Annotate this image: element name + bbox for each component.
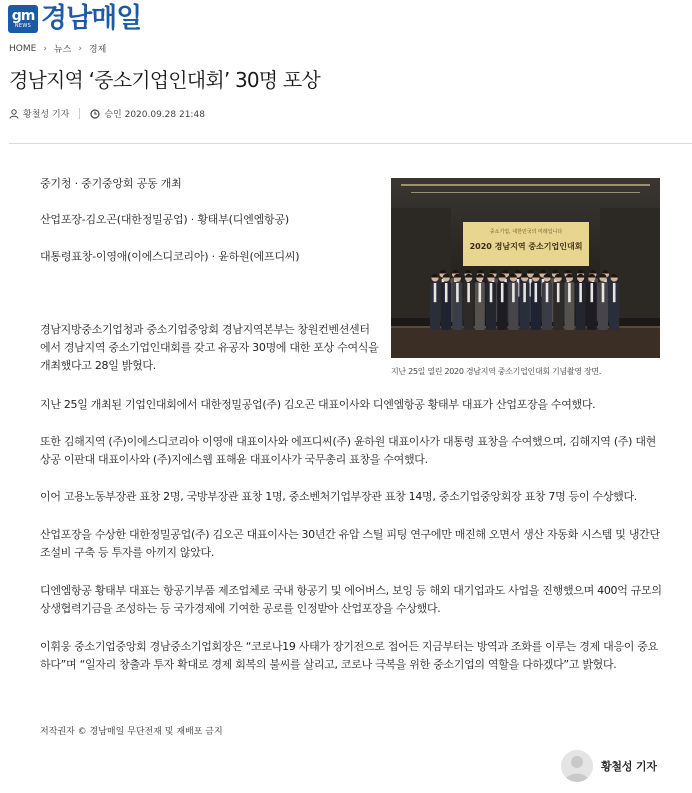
photo-person <box>579 283 582 302</box>
article-paragraph: 산업포장을 수상한 대한정밀공업(주) 김오곤 대표이사는 30년간 유압 스틸 피팅 연구에만 매진해 오면서 생산 자동화 시스템 및 냉간단조설비 구축 등 투자를 아끼지 않았다. <box>40 528 660 559</box>
photo-person <box>501 283 504 302</box>
article-paragraph: 이휘웅 중소기업중앙회 경남중소기업회장은 “코로나19 사태가 장기전으로 접어든 지금부터는 방역과 조화를 이루는 경제 대응이 중요하다”며 “일자리 창출과 투자 확대로 경제 회복의 불씨를 살리고, 코로나 극복을 위한 중소기업의 역할을 다하겠다”고 밝혔다. <box>40 640 658 671</box>
photo-person <box>535 283 538 302</box>
logo-badge <box>8 5 38 33</box>
copyright-notice: 저작권자 © 경남매일 무단전재 및 재배포 금지 <box>40 727 223 737</box>
photo-caption: 지난 25일 열린 2020 경남지역 중소기업인대회 기념촬영 장면. <box>391 367 602 376</box>
avatar <box>561 750 593 782</box>
logo-badge-news: NEWS <box>14 22 32 29</box>
meta-divider <box>79 108 80 119</box>
article-meta <box>9 107 205 120</box>
photo-person <box>546 283 549 302</box>
article-subhead: 산업포장-김오곤(대한정밀공업) · 황태부(디엔엠항공) <box>40 213 289 226</box>
banner-slogan: 중소기업, 대한민국의 미래입니다 <box>489 229 563 235</box>
photo-person <box>479 283 482 302</box>
breadcrumb-home[interactable]: HOME <box>9 43 37 54</box>
article-title: 경남지역 ‘중소기업인대회’ 30명 포상 <box>9 68 320 92</box>
reporter-profile[interactable] <box>561 750 657 782</box>
photo-person <box>557 283 560 302</box>
article-paragraph: 이어 고용노동부장관 표창 2명, 국방부장관 표창 1명, 중소벤처기업부장관 표창 14명, 중소기업중앙회장 표창 7명 등이 수상했다. <box>40 490 638 503</box>
logo-name: 경남매일 <box>41 3 142 34</box>
breadcrumb-news[interactable]: 뉴스 <box>53 45 72 55</box>
article-author[interactable]: 황철성 기자 <box>23 110 70 120</box>
photo-person <box>490 283 493 302</box>
user-icon <box>9 109 19 119</box>
article-subhead: 중기청 · 중기중앙회 공동 개최 <box>40 177 182 190</box>
photo-person <box>613 283 616 302</box>
article-paragraph: 또한 김해지역 (주)이에스디코리아 이영애 대표이사와 에프디씨(주) 윤하원 대표이사가 대통령 표창을 수여했으며, 김해지역 (주) 대현상공 이판대 대표이사와 (주)지에스웹 표해윤 대표이사가 국무총리 표창을 수여했다. <box>40 435 656 466</box>
article-photo[interactable] <box>391 178 660 358</box>
photo-person <box>467 283 470 302</box>
photo-person <box>602 283 605 302</box>
article-paragraph: 경남지방중소기업청과 중소기업중앙회 경남지역본부는 창원컨벤션센터에서 경남지역 중소기업인대회를 갖고 유공자 30명에 대한 포상 수여식을 개최했다고 28일 밝혔다. <box>40 323 379 372</box>
article-paragraph: 지난 25일 개최된 기업인대회에서 대한정밀공업(주) 김오곤 대표이사와 디엔엠항공 황태부 대표가 산업포장을 수여했다. <box>40 398 596 411</box>
article-paragraph: 디엔엠항공 황태부 대표는 항공기부품 제조업체로 국내 항공기 및 에어버스, 보잉 등 해외 대기업과도 사업을 진행했으며 400억 규모의 상생협력기금을 조성하는 등 국가경제에 기여한 공로를 인정받아 산업포장을 수상했다. <box>40 584 662 615</box>
clock-icon <box>90 109 100 119</box>
logo-badge-gm: gm <box>11 7 35 24</box>
site-logo[interactable] <box>8 3 141 35</box>
photo-person <box>591 283 594 302</box>
photo-person <box>523 283 526 302</box>
reporter-name: 황철성 기자 <box>601 760 657 773</box>
photo-person <box>445 283 448 302</box>
photo-person <box>568 283 571 302</box>
chevron-right-icon: › <box>43 43 47 54</box>
breadcrumb <box>9 42 106 55</box>
photo-person <box>512 283 515 302</box>
article-subhead: 대통령표창-이영애(이에스디코리아) · 윤하원(에프디씨) <box>40 250 300 263</box>
article-approved-date: 승인 2020.09.28 21:48 <box>104 110 205 120</box>
header-divider <box>9 143 692 144</box>
photo-person <box>434 283 437 302</box>
chevron-right-icon: › <box>78 43 82 54</box>
photo-person <box>456 283 459 302</box>
banner-title: 2020 경남지역 중소기업인대회 <box>469 242 583 251</box>
breadcrumb-economy[interactable]: 경제 <box>88 45 107 55</box>
